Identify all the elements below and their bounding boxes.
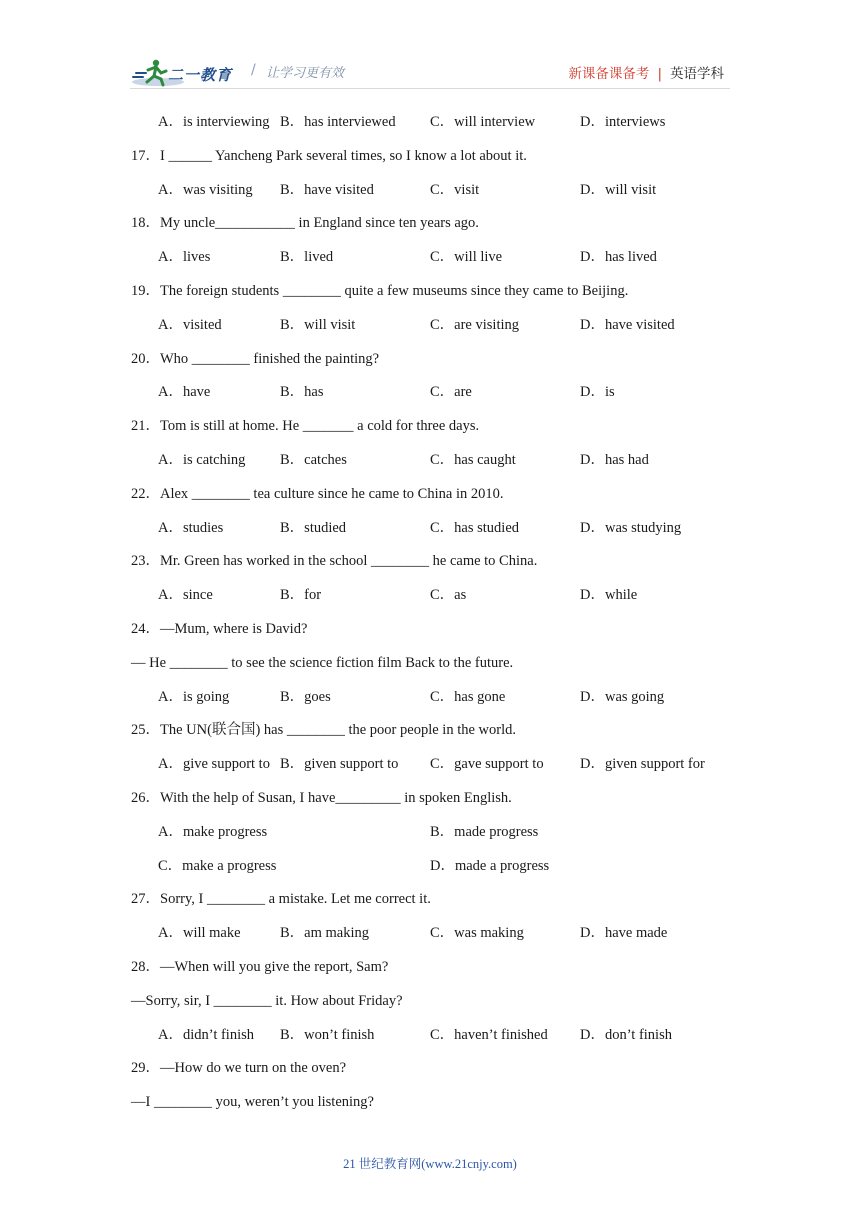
answer-option[interactable]: A．have [158, 384, 211, 401]
question-stem: 27．Sorry, I ________ a mistake. Let me correct it. [131, 891, 431, 908]
question-stem: 17．I ______ Yancheng Park several times, so I know a lot about it. [131, 147, 527, 164]
answer-option[interactable]: A．studies [158, 519, 224, 536]
answer-option[interactable]: D．will visit [580, 181, 657, 198]
question-stem: 18．My uncle___________ in England since ten years ago. [131, 215, 479, 232]
answer-option[interactable]: A．was visiting [158, 181, 253, 198]
answer-option[interactable]: A．since [158, 587, 213, 604]
answer-option[interactable]: C．was making [430, 925, 524, 942]
answer-option[interactable]: D．has had [580, 452, 649, 468]
answer-option[interactable]: A．is going [158, 688, 230, 705]
answer-option[interactable]: C．as [430, 587, 467, 604]
logo-text: 二一教育 [168, 66, 233, 84]
question-stem: 29．—How do we turn on the oven? [131, 1060, 347, 1077]
answer-option[interactable]: C．make a progress [158, 857, 277, 874]
answer-option[interactable]: D．interviews [580, 114, 666, 130]
answer-option[interactable]: A．didn’t finish [158, 1026, 254, 1043]
slogan-divider: / [251, 62, 256, 78]
answer-option[interactable]: A．make progress [158, 823, 268, 840]
answer-option[interactable]: D．given support for [580, 756, 705, 773]
slogan: 让学习更有效 [266, 66, 345, 81]
answer-option[interactable]: D．was studying [580, 519, 682, 536]
answer-option[interactable]: A．is catching [158, 452, 246, 468]
header-course-label: 新课备课备考 [568, 66, 650, 82]
answer-option[interactable]: C．are visiting [430, 316, 520, 333]
answer-option[interactable]: C．has studied [430, 519, 520, 536]
question-stem: 25．The UN(联合国) has ________ the poor people in the world. [131, 722, 516, 739]
header-right [568, 62, 724, 82]
question-stem: 19．The foreign students ________ quite a few museums since they came to Beijing. [131, 283, 629, 299]
answer-option[interactable]: C．are [430, 384, 472, 401]
question-stem: 20．Who ________ finished the painting? [131, 350, 380, 367]
answer-option[interactable]: D．is [580, 384, 615, 401]
page-header [0, 0, 860, 96]
answer-option[interactable]: B．am making [280, 925, 370, 942]
answer-option[interactable]: B．have visited [280, 181, 374, 198]
answer-option[interactable]: B．has interviewed [280, 114, 396, 130]
answer-option[interactable]: A．will make [158, 925, 241, 942]
question-stem: 23．Mr. Green has worked in the school ________ he came to China. [131, 553, 538, 570]
answer-option[interactable]: A．visited [158, 316, 222, 333]
header-separator: | [657, 66, 662, 82]
answer-option[interactable]: A．is interviewing [158, 114, 270, 130]
question-stem: 26．With the help of Susan, I have_________ in spoken English. [131, 790, 512, 806]
answer-option[interactable]: B．studied [280, 519, 347, 536]
answer-option[interactable]: C．has gone [430, 688, 506, 705]
answer-option[interactable]: B．given support to [280, 756, 399, 773]
answer-option[interactable]: D．have visited [580, 316, 675, 333]
answer-option[interactable]: C．haven’t finished [430, 1026, 548, 1043]
question-stem: —I ________ you, weren’t you listening? [131, 1094, 374, 1111]
answer-option[interactable]: C．visit [430, 181, 480, 198]
question-stem: 28．—When will you give the report, Sam? [131, 959, 389, 975]
question-stem: — He ________ to see the science fiction film Back to the future. [131, 654, 514, 671]
answer-option[interactable]: B．made progress [430, 823, 539, 840]
answer-option[interactable]: A．give support to [158, 756, 270, 773]
answer-option[interactable]: C．gave support to [430, 756, 544, 773]
answer-option[interactable]: B．has [280, 384, 324, 401]
answer-option[interactable]: B．will visit [280, 316, 356, 333]
answer-option[interactable]: B．catches [280, 452, 347, 468]
answer-option[interactable]: D．has lived [580, 249, 657, 266]
answer-option[interactable]: B．won’t finish [280, 1026, 375, 1043]
answer-option[interactable]: D．was going [580, 688, 665, 705]
answer-option[interactable]: C．will live [430, 249, 503, 266]
header-rule [130, 88, 730, 89]
question-stem: 22．Alex ________ tea culture since he came to China in 2010. [131, 485, 504, 502]
question-stem: —Sorry, sir, I ________ it. How about Friday? [131, 992, 403, 1009]
answer-option[interactable]: D．have made [580, 925, 668, 942]
page-footer: 21 世纪教育网(www.21cnjy.com) [343, 1157, 517, 1171]
answer-option[interactable]: B．lived [280, 249, 334, 266]
answer-option[interactable]: C．will interview [430, 114, 536, 130]
answer-option[interactable]: A．lives [158, 249, 211, 266]
question-stem: 24．—Mum, where is David? [131, 621, 308, 637]
answer-option[interactable]: C．has caught [430, 452, 516, 468]
answer-option[interactable]: B．goes [280, 688, 331, 705]
question-stem: 21．Tom is still at home. He _______ a cold for three days. [131, 418, 480, 435]
answer-option[interactable]: D．made a progress [430, 857, 550, 874]
header-subject: 英语学科 [670, 66, 724, 82]
answer-option[interactable]: B．for [280, 587, 322, 604]
answer-option[interactable]: D．while [580, 587, 638, 604]
answer-option[interactable]: D．don’t finish [580, 1026, 672, 1043]
